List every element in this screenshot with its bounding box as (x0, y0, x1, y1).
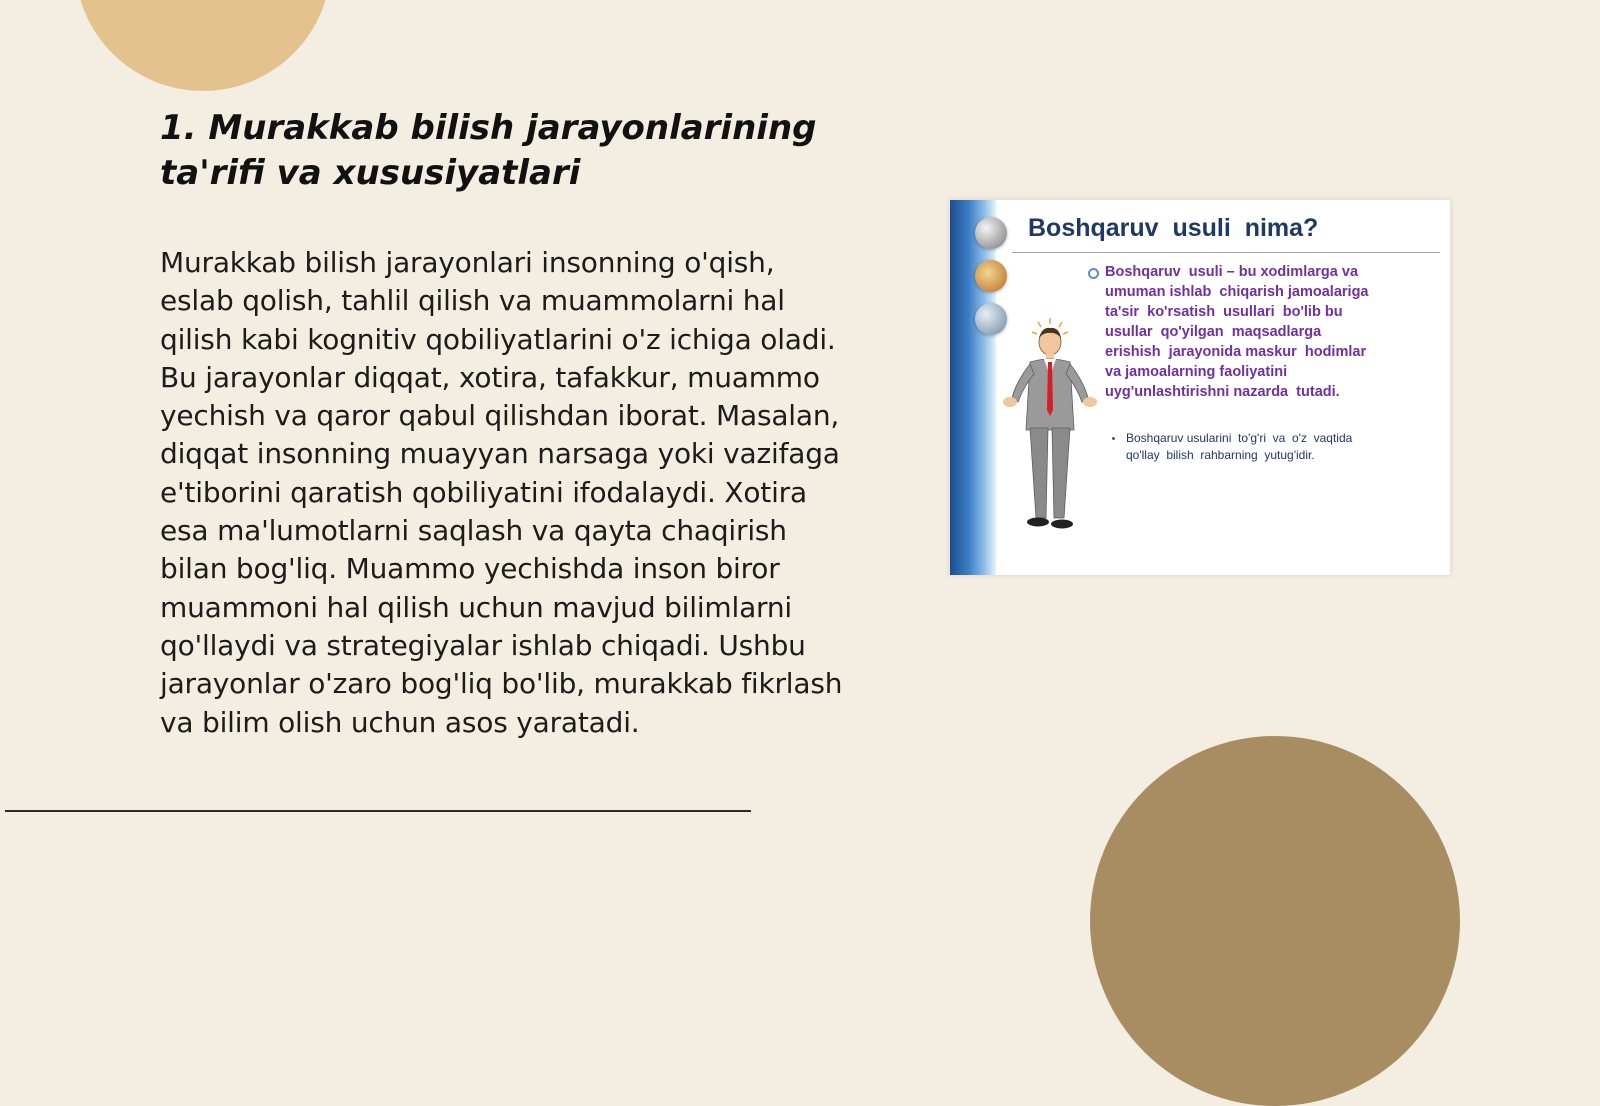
embedded-slide-image (950, 200, 1450, 575)
sun-bubble-icon (975, 260, 1007, 292)
heading-line-1: 1. Murakkab bilish jarayonlarining (160, 108, 817, 148)
decorative-circle-bottom (1090, 736, 1460, 1106)
decorative-circle-top (75, 0, 331, 91)
bullet-ring-icon (1088, 268, 1099, 279)
slide-bullet-note: Boshqaruv usularini to'g'ri va o'z vaqtida qo'llay bilish rahbarning yutug'idir. (1126, 431, 1353, 462)
businessman-illustration (990, 310, 1110, 540)
body-paragraph: Murakkab bilish jarayonlari insonning o'qish, eslab qolish, tahlil qilish va muammolarni hal qilish kabi kognitiv qobiliyatlarini o'z ichiga oladi. Bu jarayonlar diqqat, xotira, tafakkur, muammo yechish va qaror qabul qilishdan iborat. Masalan, diqqat insonning muayyan narsaga yoki vazifaga e'tiborini qaratish qobiliyatini ifodalaydi. Xotira esa ma'lumotlarni saqlash va qayta chaqirish bilan bog'liq. Muammo yechishda inson biror muammoni hal qilish uchun mavjud bilimlarni qo'llaydi va strategiyalar ishlab chiqadi. Ushbu jarayonlar o'zaro bog'liq bo'lib, murakkab fikrlash va bilim olish uchun asos yaratadi. (160, 246, 843, 739)
slide-heading (160, 106, 860, 196)
globe-bubble-icon (975, 217, 1007, 249)
heading-line-2: ta'rifi va xususiyatlari (160, 153, 581, 193)
slide-image-title: Boshqaruv usuli nima? (1028, 214, 1319, 242)
slide-bullet-definition: Boshqaruv usuli – bu xodimlarga va umuman ishlab chiqarish jamoalariga ta'sir ko'rsatish usullari bo'lib bu usullar qo'yilgan maqsadlarga erishish jarayonida maskur hodimlar va jamoalarning faoliyatini uyg'unlashtirishni nazarda tutadi. (1105, 264, 1369, 400)
bullet-dot-icon (1112, 437, 1115, 440)
slide-title-rule (1012, 252, 1440, 253)
horizontal-divider (5, 810, 751, 812)
